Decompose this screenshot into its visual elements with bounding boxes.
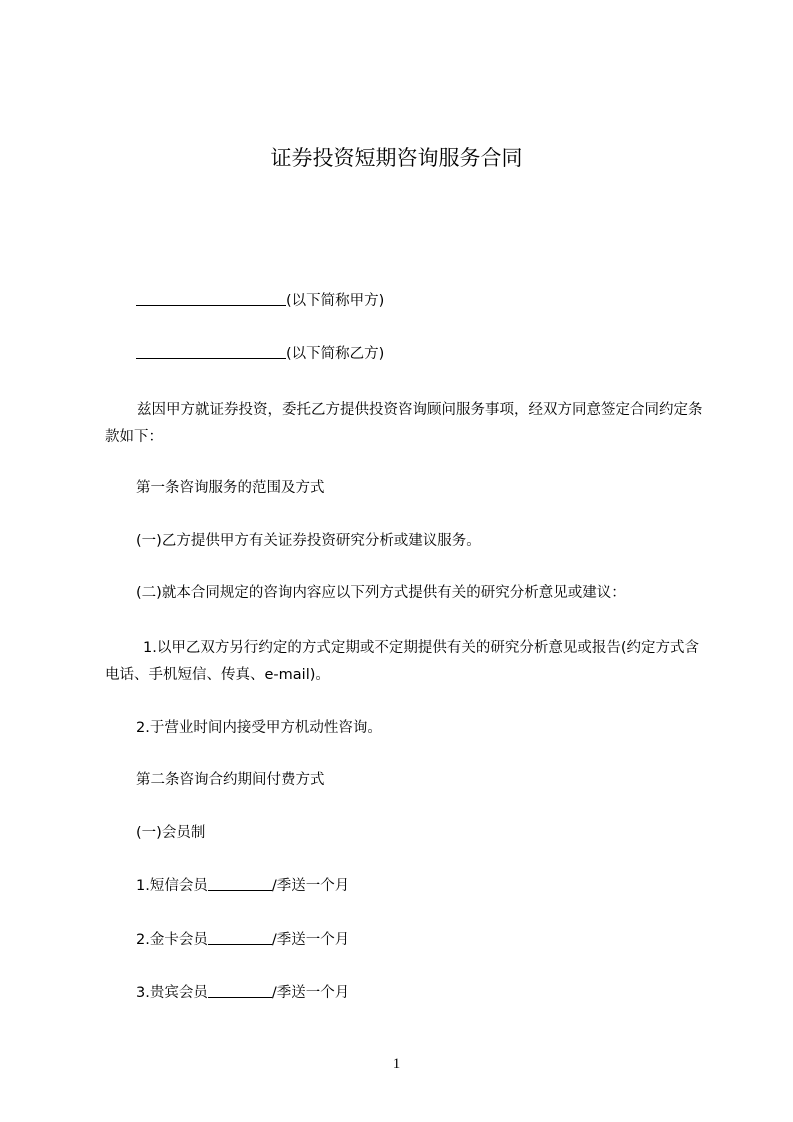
member3-label: 3.贵宾会员 [136,985,208,1001]
member3-line [136,981,702,1006]
party-b-suffix: (以下简称乙方) [286,346,385,362]
member1-suffix: /季送一个月 [271,878,350,894]
article1-sub1: 1.以甲乙双方另行约定的方式定期或不定期提供有关的研究分析意见或报告(约定方式含电话、手机短信、传真、e-mail)。 [105,640,699,683]
article1-item1: (一)乙方提供甲方有关证券投资研究分析或建议服务。 [136,533,481,549]
member2-suffix: /季送一个月 [271,932,350,948]
member1-label: 1.短信会员 [136,878,208,894]
party-b-blank [136,343,286,359]
member2-blank [208,929,272,945]
member2-line [136,928,702,953]
page-number: 1 [392,1056,401,1072]
party-a-blank [136,290,286,306]
party-a-line [136,289,702,314]
article1-item2: (二)就本合同规定的咨询内容应以下列方式提供有关的研究分析意见或建议： [136,585,626,601]
article2-title: 第二条咨询合约期间付费方式 [136,772,325,788]
article1-sub2: 2.于营业时间内接受甲方机动性咨询。 [136,720,382,736]
member3-suffix: /季送一个月 [271,985,350,1001]
member1-line [136,874,702,899]
party-b-line [136,342,702,367]
article1-title: 第一条咨询服务的范围及方式 [136,480,325,496]
member2-label: 2.金卡会员 [136,932,208,948]
member1-blank [208,875,272,891]
party-a-suffix: (以下简称甲方) [286,293,385,309]
document-title: 证券投资短期咨询服务合同 [270,146,523,170]
article2-item1: (一)会员制 [136,825,206,841]
intro-paragraph: 兹因甲方就证券投资，委托乙方提供投资咨询顾问服务事项，经双方同意签定合同约定条款如下： [105,402,703,445]
member3-blank [208,982,272,998]
